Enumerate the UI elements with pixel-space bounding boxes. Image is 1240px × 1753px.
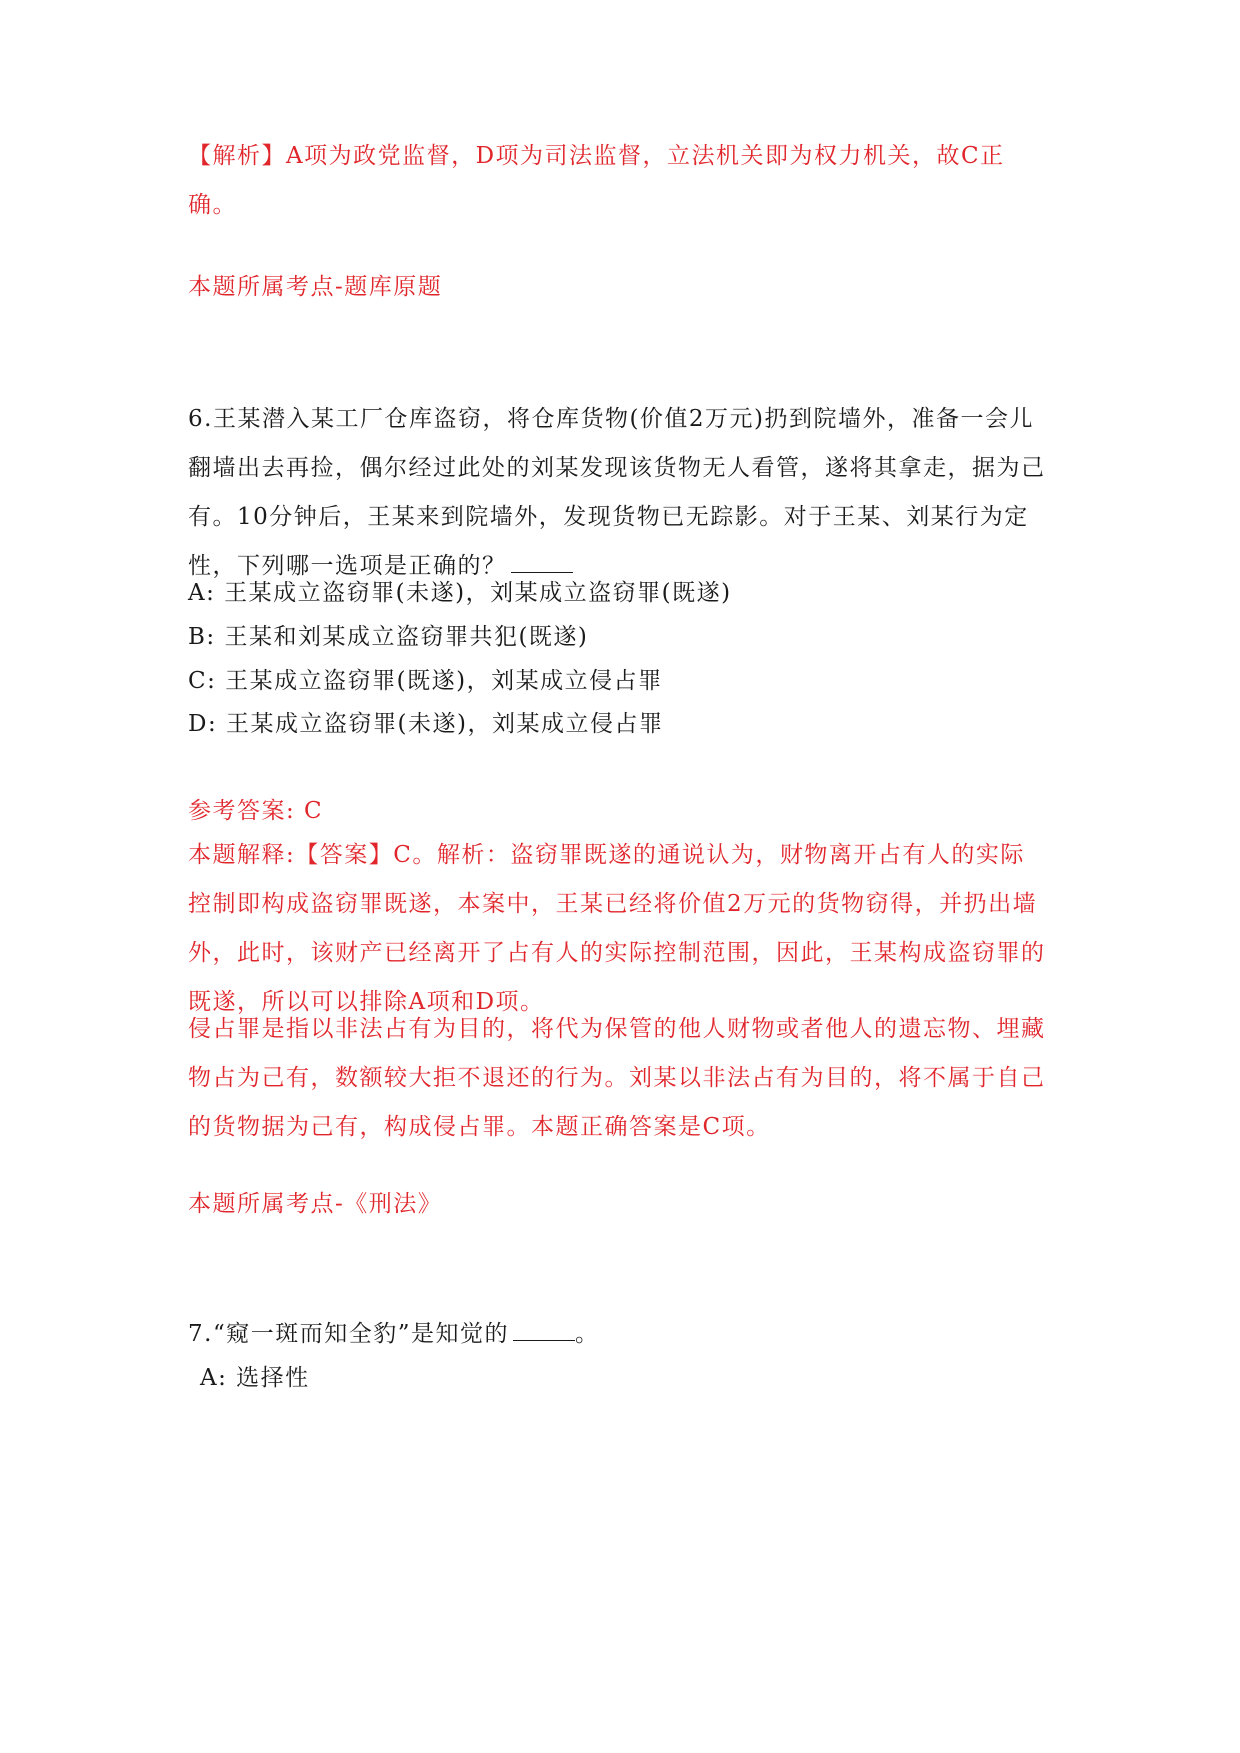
q6-topic-label: 本题所属考点-《刑法》 — [188, 1191, 443, 1217]
q6-option-c: C: 王某成立盗窃罪(既遂)，刘某成立侵占罪 — [188, 668, 663, 694]
q6-stem — [188, 395, 1048, 591]
q6-stem-text: 6.王某潜入某工厂仓库盗窃，将仓库货物(价值2万元)扔到院墙外，准备一会儿翻墙出去再捡，偶尔经过此处的刘某发现该货物无人看管，遂将其拿走，据为己有。10分钟后，王某来到院墙外，发现货物已无踪影。对于王某、刘某行为定性，下列哪一选项是正确的？ — [188, 406, 1046, 579]
prev-analysis-text: 【解析】A项为政党监督，D项为司法监督，立法机关即为权力机关，故C正确。 — [188, 143, 1005, 218]
q7-stem-text: 7.“窥一斑而知全豹”是知觉的 — [188, 1321, 509, 1347]
q6-reference-answer: 参考答案: C — [188, 798, 324, 824]
q6-option-a: A: 王某成立盗窃罪(未遂)，刘某成立盗窃罪(既遂) — [188, 580, 732, 606]
q6-option-b: B: 王某和刘某成立盗窃罪共犯(既遂) — [188, 624, 589, 650]
prev-topic-label: 本题所属考点-题库原题 — [188, 274, 443, 300]
q7-answer-blank — [513, 1318, 575, 1341]
q7-option-a: A: 选择性 — [200, 1365, 310, 1391]
q6-explanation-1: 本题解释:【答案】C。解析：盗窃罪既遂的通说认为，财物离开占有人的实际控制即构成盗窃罪既遂，本案中，王某已经将价值2万元的货物窃得，并扔出墙外，此时，该财产已经离开了占有人的实际控制范围，因此，王某构成盗窃罪的既遂，所以可以排除A项和D项。 — [188, 842, 1046, 1015]
q7-stem — [188, 1310, 599, 1359]
q6-option-d: D: 王某成立盗窃罪(未遂)，刘某成立侵占罪 — [188, 711, 664, 737]
q6-explanation-2: 侵占罪是指以非法占有为目的，将代为保管的他人财物或者他人的遗忘物、埋藏物占为己有，数额较大拒不退还的行为。刘某以非法占有为目的，将不属于自己的货物据为己有，构成侵占罪。本题正确答案是C项。 — [188, 1016, 1046, 1140]
q7-stem-end: 。 — [574, 1321, 600, 1347]
